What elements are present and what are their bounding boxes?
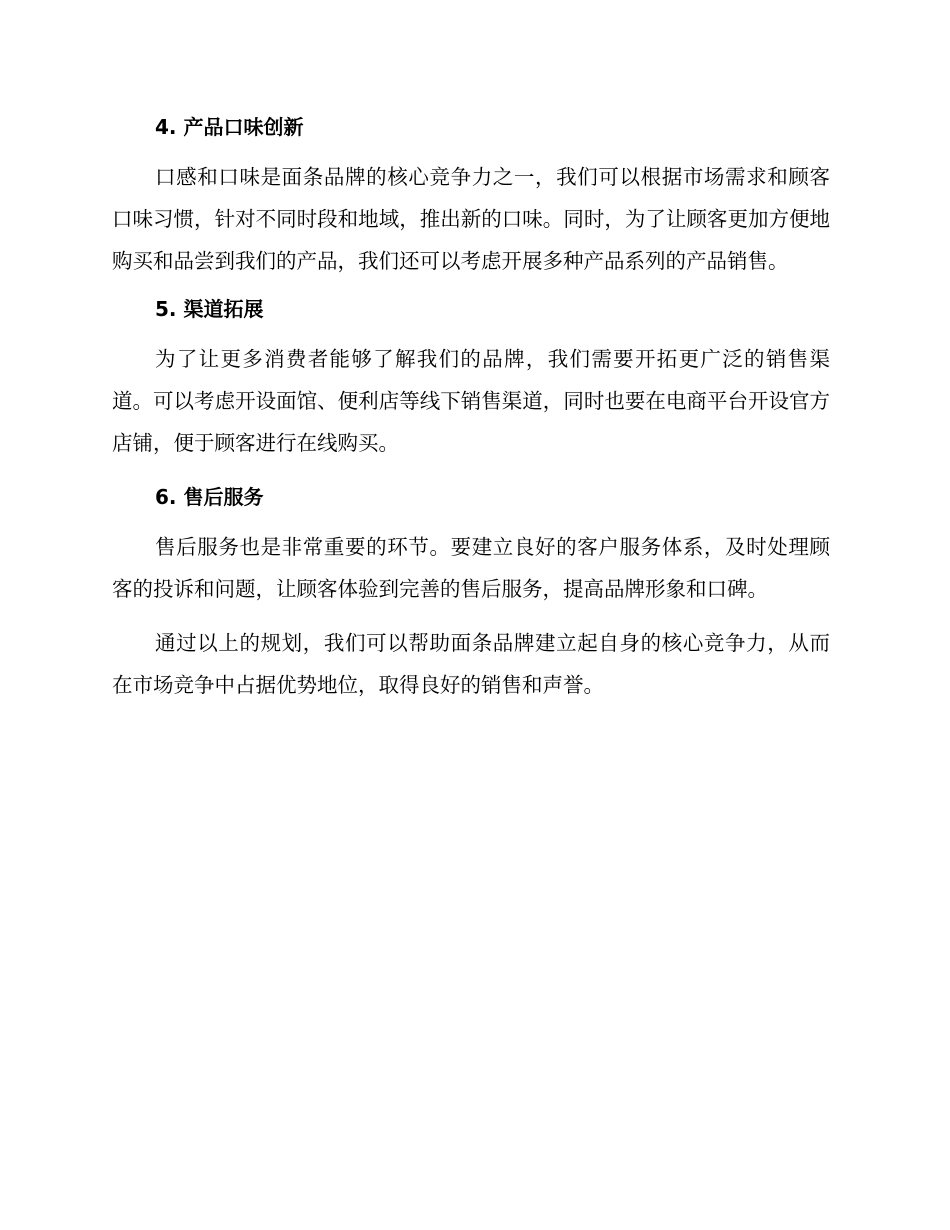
section-paragraph-after-sales: 售后服务也是非常重要的环节。要建立良好的客户服务体系，及时处理顾客的投诉和问题，让顾客体验到完善的售后服务，提高品牌形象和口碑。 bbox=[112, 535, 830, 601]
section-heading-taste-innovation: 4. 产品口味创新 bbox=[155, 115, 304, 139]
section-paragraph-taste-innovation: 口感和口味是面条品牌的核心竞争力之一，我们可以根据市场需求和顾客口味习惯，针对不同时段和地域，推出新的口味。同时，为了让顾客更加方便地购买和品尝到我们的产品，我们还可以考虑开展多种产品系列的产品销售。 bbox=[112, 165, 830, 273]
document-body bbox=[112, 110, 830, 706]
section-paragraph-channel-expansion: 为了让更多消费者能够了解我们的品牌，我们需要开拓更广泛的销售渠道。可以考虑开设面馆、便利店等线下销售渠道，同时也要在电商平台开设官方店铺，便于顾客进行在线购买。 bbox=[112, 347, 830, 455]
section-heading-channel-expansion: 5. 渠道拓展 bbox=[155, 297, 264, 321]
section-heading-after-sales: 6. 售后服务 bbox=[155, 485, 264, 509]
conclusion-paragraph: 通过以上的规划，我们可以帮助面条品牌建立起自身的核心竞争力，从而在市场竞争中占据优势地位，取得良好的销售和声誉。 bbox=[112, 631, 830, 697]
